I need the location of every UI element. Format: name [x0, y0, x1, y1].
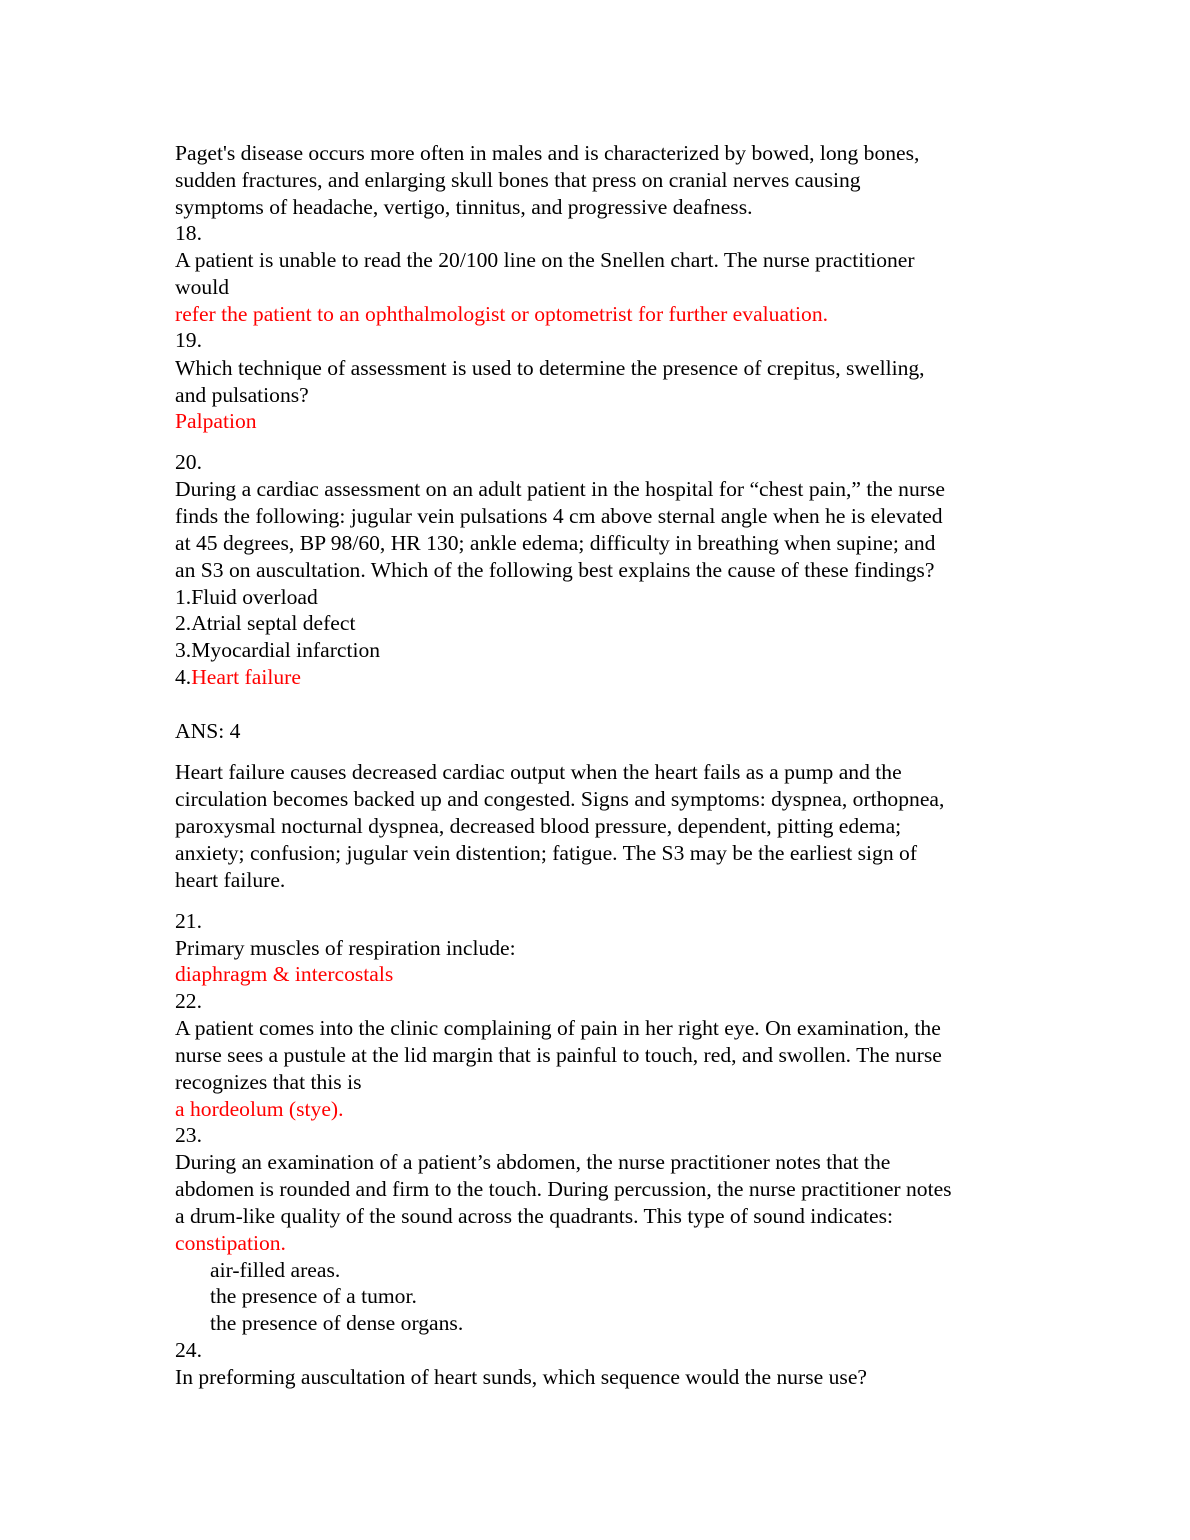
answer-text: diaphragm & intercostals [175, 962, 394, 986]
question-number: 20. [175, 450, 202, 474]
question-text: Which technique of assessment is used to determine the presence of crepitus, swelling, [175, 356, 925, 380]
option-text: 2.Atrial septal defect [175, 611, 356, 635]
rationale-text: anxiety; confusion; jugular vein distention; fatigue. The S3 may be the earliest sign of [175, 841, 918, 865]
rationale-text: paroxysmal nocturnal dyspnea, decreased blood pressure, dependent, pitting edema; [175, 814, 902, 838]
rationale-text: circulation becomes backed up and congested. Signs and symptoms: dyspnea, orthopnea, [175, 787, 945, 811]
question-number: 24. [175, 1338, 202, 1362]
question-number: 18. [175, 221, 202, 245]
question-number: 21. [175, 909, 202, 933]
question-text: recognizes that this is [175, 1070, 362, 1094]
question-number: 23. [175, 1123, 202, 1147]
rationale-text: heart failure. [175, 868, 286, 892]
option-number: 4. [175, 665, 192, 689]
answer-text: refer the patient to an ophthalmologist or optometrist for further evaluation. [175, 302, 829, 326]
question-text: a drum-like quality of the sound across the quadrants. This type of sound indicates: [175, 1204, 894, 1228]
answer-text: constipation. [175, 1231, 286, 1255]
option-text: the presence of a tumor. [210, 1284, 417, 1308]
question-text: an S3 on auscultation. Which of the following best explains the cause of these findings? [175, 558, 935, 582]
option-correct [175, 664, 301, 691]
question-number: 22. [175, 989, 202, 1013]
answer-text: Palpation [175, 409, 257, 433]
question-text: nurse sees a pustule at the lid margin that is painful to touch, red, and swollen. The nurse [175, 1043, 942, 1067]
rationale-text: Heart failure causes decreased cardiac output when the heart fails as a pump and the [175, 760, 902, 784]
option-text: the presence of dense organs. [210, 1311, 464, 1335]
question-text: During a cardiac assessment on an adult patient in the hospital for “chest pain,” the nurse [175, 477, 945, 501]
option-text: 1.Fluid overload [175, 585, 318, 609]
question-text: finds the following: jugular vein pulsations 4 cm above sternal angle when he is elevated [175, 504, 943, 528]
explanation-text: Paget's disease occurs more often in males and is characterized by bowed, long bones, [175, 141, 920, 165]
question-text: would [175, 275, 229, 299]
answer-key: ANS: 4 [175, 719, 241, 743]
question-text: at 45 degrees, BP 98/60, HR 130; ankle edema; difficulty in breathing when supine; and [175, 531, 936, 555]
question-number: 19. [175, 328, 202, 352]
explanation-text: sudden fractures, and enlarging skull bones that press on cranial nerves causing [175, 168, 861, 192]
question-text: abdomen is rounded and firm to the touch. During percussion, the nurse practitioner notes [175, 1177, 952, 1201]
question-text: In preforming auscultation of heart sunds, which sequence would the nurse use? [175, 1365, 868, 1389]
question-text: During an examination of a patient’s abdomen, the nurse practitioner notes that the [175, 1150, 891, 1174]
question-text: and pulsations? [175, 383, 309, 407]
question-text: A patient is unable to read the 20/100 line on the Snellen chart. The nurse practitioner [175, 248, 915, 272]
question-text: A patient comes into the clinic complaining of pain in her right eye. On examination, the [175, 1016, 941, 1040]
option-text: 3.Myocardial infarction [175, 638, 381, 662]
answer-text: Heart failure [191, 665, 301, 689]
option-text: air-filled areas. [210, 1258, 341, 1282]
answer-text: a hordeolum (stye). [175, 1097, 344, 1121]
question-text: Primary muscles of respiration include: [175, 936, 516, 960]
explanation-text: symptoms of headache, vertigo, tinnitus, and progressive deafness. [175, 195, 753, 219]
